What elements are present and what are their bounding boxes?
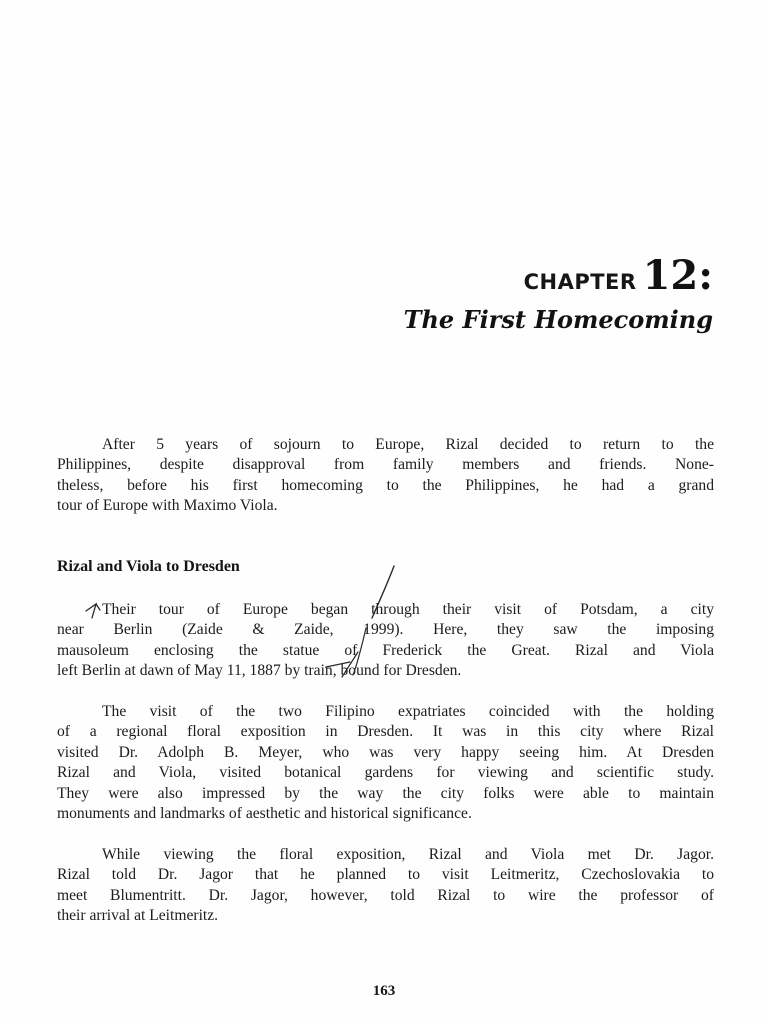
chapter-heading xyxy=(404,252,713,334)
text-line: mausoleum enclosing the statue of Frederick the Great. Rizal and Viola xyxy=(57,641,714,659)
text-line: Rizal and Viola, visited botanical gardens for viewing and scientific study. xyxy=(57,764,714,782)
text-line: Their tour of Europe began through their visit of Potsdam, a city xyxy=(102,601,714,618)
text-line: After 5 years of sojourn to Europe, Rizal decided to return to the xyxy=(102,436,714,453)
text-line: left Berlin at dawn of May 11, 1887 by train, bound for Dresden. xyxy=(57,662,462,680)
text-line: They were also impressed by the way the city folks were able to maintain xyxy=(57,784,714,802)
text-line: visited Dr. Adolph B. Meyer, who was very happy seeing him. At Dresden xyxy=(57,743,714,761)
text-line: theless, before his first homecoming to the Philippines, he had a grand xyxy=(57,476,714,494)
text-line: The visit of the two Filipino expatriates coincided with the holding xyxy=(102,703,714,720)
text-line: monuments and landmarks of aesthetic and historical significance. xyxy=(57,805,472,823)
chapter-number: 12: xyxy=(642,252,713,299)
section-heading: Rizal and Viola to Dresden xyxy=(57,558,240,575)
chapter-title: The First Homecoming xyxy=(403,305,713,334)
text-line: near Berlin (Zaide & Zaide, 1999). Here, they saw the imposing xyxy=(57,621,714,639)
text-line: While viewing the floral exposition, Rizal and Viola met Dr. Jagor. xyxy=(102,846,714,863)
page-number: 163 xyxy=(372,983,396,999)
intro-paragraph xyxy=(57,435,714,517)
paragraph-jagor xyxy=(57,845,714,927)
text-line: tour of Europe with Maximo Viola. xyxy=(57,497,278,515)
text-line: of a regional floral exposition in Dresden. It was in this city where Rizal xyxy=(57,723,714,741)
text-line: Philippines, despite disapproval from family members and friends. None- xyxy=(57,456,714,474)
paragraph-dresden xyxy=(57,702,714,824)
chapter-label: CHAPTER xyxy=(523,270,637,294)
text-line: their arrival at Leitmeritz. xyxy=(57,907,219,925)
text-line: meet Blumentritt. Dr. Jagor, however, told Rizal to wire the professor of xyxy=(57,886,714,904)
chapter-label-line xyxy=(404,252,713,299)
text-line: Rizal told Dr. Jagor that he planned to visit Leitmeritz, Czechoslovakia to xyxy=(57,866,714,884)
paragraph-potsdam xyxy=(57,600,714,682)
